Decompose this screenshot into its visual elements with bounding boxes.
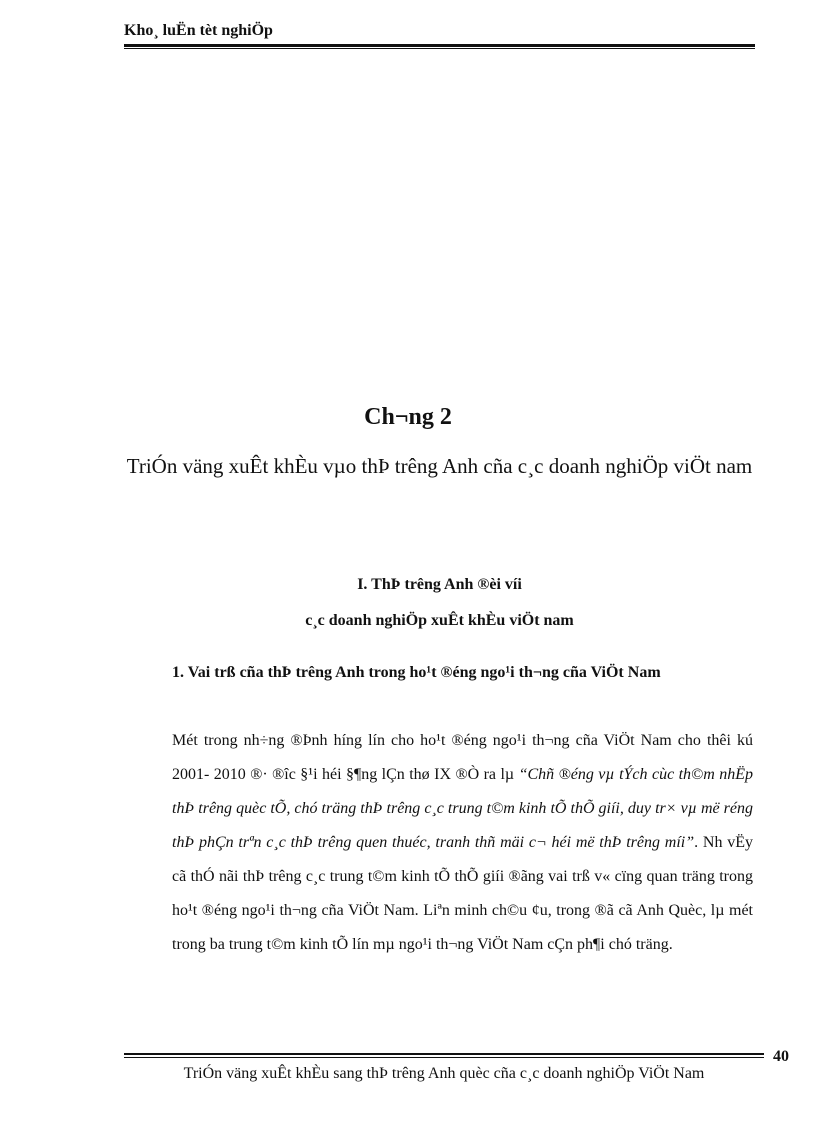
paragraph-quote: “Chñ ®éng vµ tÝch cùc th©m nhËp thÞ trêng quèc tÕ, chó träng thÞ trêng c¸c trung t©m kinh tÕ thÕ giíi, duy tr× vµ më réng thÞ phÇn trªn c¸c thÞ trêng quen thuéc, tranh thñ mäi c¬ héi më thÞ trêng míi” [172,766,753,851]
section-heading-line1: I. ThÞ trêng Anh ®èi víi [357,576,522,593]
paragraph-tail: . Nh vËy cã thÓ nãi thÞ trêng c¸c trung t©m kinh tÕ thÕ giíi ®ãng vai trß v« cïng quan träng trong ho¹t ®éng ngo¹i th¬ng cña ViÖt Nam. Liªn minh ch©u ¢u, trong ®ã cã Anh Quèc, lµ mét trong ba trung t©m kinh tÕ lín mµ ngo¹i th¬ng ViÖt Nam cÇn ph¶i chó träng. [172,834,753,953]
chapter-subtitle: TriÓn väng xuÊt khÈu vµo thÞ trêng Anh cña c¸c doanh nghiÖp viÖt nam [126,454,753,478]
header-rule-thin [124,48,755,49]
section-heading-line2: c¸c doanh nghiÖp xuÊt khÈu viÖt nam [305,612,574,629]
chapter-title: Ch¬ng 2 [364,404,452,430]
paragraph-lead: Mét trong nh÷ng ®Þnh híng lín cho ho¹t ®éng ngo¹i th¬ng cña ViÖt Nam cho thêi kú 2001- 2010 ®· ®îc §¹i héi §¶ng lÇn thø IX ®Ò ra lµ [172,732,753,783]
body-paragraph [172,724,753,962]
page-number: 40 [773,1048,789,1065]
footer-title: TriÓn väng xuÊt khÈu sang thÞ trêng Anh quèc cña c¸c doanh nghiÖp ViÖt Nam [183,1065,705,1082]
header-title: Kho¸ luËn tèt nghiÖp [124,22,273,39]
subsection-heading: 1. Vai trß cña thÞ trêng Anh trong ho¹t ®éng ngo¹i th¬ng cña ViÖt Nam [172,664,661,681]
section-heading [124,567,755,639]
footer-rule [124,1053,764,1055]
footer-rule-thin [124,1057,764,1058]
header-rule [124,44,755,47]
